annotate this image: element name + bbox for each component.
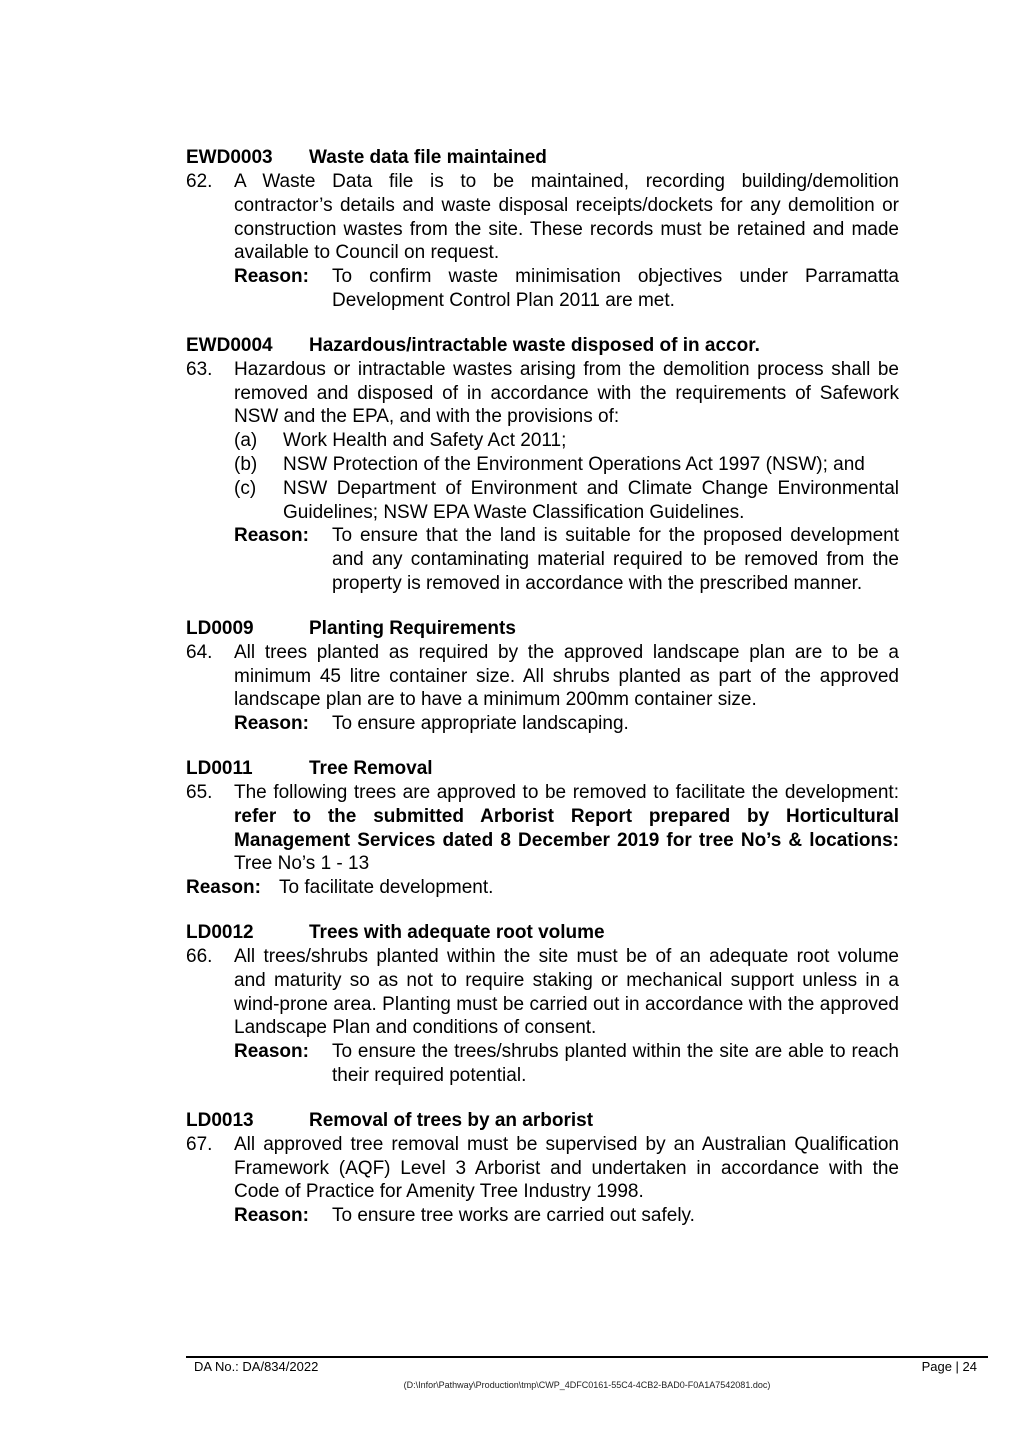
condition-text: All trees planted as required by the approved landscape plan are to be a minimum 45 litre container size. All shrubs planted as part of the approved landscape plan are to have a minimum 200mm container size. (234, 641, 899, 711)
sub-item-text: Work Health and Safety Act 2011; (283, 430, 567, 452)
condition-heading (186, 921, 899, 945)
condition-ld0012 (186, 921, 899, 1088)
reason-text: To facilitate development. (279, 877, 494, 899)
condition-title: Waste data file maintained (309, 147, 547, 168)
condition-heading (186, 757, 899, 781)
reason-text: To ensure the trees/shrubs planted within the site are able to reach their required potential. (332, 1041, 899, 1086)
condition-ld0011 (186, 757, 899, 900)
condition-code: EWD0004 (186, 334, 273, 356)
sub-item-letter: (b) (234, 453, 258, 475)
condition-text: All approved tree removal must be supervised by an Australian Qualification Framework (AQF) Level 3 Arborist and undertaken in accordance with the Code of Practice for Amenity Tree Industry 1998. (234, 1133, 899, 1203)
condition-item (186, 945, 899, 1088)
reason-text: To ensure appropriate landscaping. (332, 713, 629, 735)
reason-label: Reason: (234, 1205, 309, 1227)
sub-item-text: NSW Department of Environment and Climate Change Environmental Guidelines; NSW EPA Waste Classification Guidelines. (283, 477, 899, 523)
reason-label: Reason: (234, 713, 309, 735)
da-number: DA No.: DA/834/2022 (194, 1359, 319, 1374)
condition-title: Removal of trees by an arborist (309, 1109, 594, 1131)
condition-ewd0004 (186, 334, 899, 596)
condition-text-bold: refer to the submitted Arborist Report prepared by Horticultural Management Services dated 8 December 2019 for tree No’s & locations: (234, 805, 899, 851)
condition-item (186, 641, 899, 736)
condition-text-tail: Tree No’s 1 - 13 (234, 853, 370, 875)
page-footer (186, 1356, 988, 1391)
condition-title: Hazardous/intractable waste disposed of in accor. (309, 334, 760, 356)
condition-text-plain: The following trees are approved to be removed to facilitate the development: (234, 781, 899, 803)
condition-code: LD0009 (186, 617, 254, 639)
condition-text: All trees/shrubs planted within the site must be of an adequate root volume and maturity so as not to require staking or mechanical support unless in a wind-prone area. Planting must be carried out in accordance with the approved Landscape Plan and conditions of consent. (234, 945, 899, 1039)
sub-item (234, 477, 899, 525)
condition-text: Hazardous or intractable wastes arising from the demolition process shall be removed and disposed of in accordance with the requirements of Safework NSW and the EPA, and with the provisions of: (234, 358, 899, 428)
reason-label: Reason: (234, 1041, 309, 1063)
reason (234, 1040, 899, 1088)
condition-number: 67. (186, 1133, 213, 1155)
sub-item-text: NSW Protection of the Environment Operations Act 1997 (NSW); and (283, 453, 865, 475)
reason (234, 265, 899, 313)
condition-code: LD0012 (186, 921, 254, 943)
condition-number: 64. (186, 641, 213, 663)
sub-item (234, 429, 899, 453)
condition-number: 62. (186, 171, 213, 192)
page-number: Page | 24 (921, 1359, 977, 1374)
condition-number: 66. (186, 945, 213, 967)
condition-item (186, 1133, 899, 1228)
reason (186, 876, 899, 900)
condition-code: LD0011 (186, 757, 253, 779)
condition-item (186, 358, 899, 596)
condition-code: LD0013 (186, 1109, 254, 1131)
condition-text (234, 781, 899, 876)
condition-item (186, 170, 899, 313)
sub-item (234, 453, 899, 477)
condition-heading (186, 146, 899, 170)
condition-number: 63. (186, 358, 213, 380)
condition-item (186, 781, 899, 876)
reason-text: To ensure tree works are carried out safely. (332, 1205, 695, 1227)
reason-label: Reason: (234, 266, 309, 288)
condition-ld0009 (186, 617, 899, 736)
sub-item-letter: (a) (234, 430, 258, 452)
file-path: (D:\Infor\Pathway\Production\tmp\CWP_4DFC0161-55C4-4CB2-BAD0-F0A1A7542081.doc) (403, 1380, 771, 1390)
condition-title: Trees with adequate root volume (309, 921, 605, 943)
condition-heading (186, 617, 899, 641)
reason (234, 712, 899, 736)
condition-title: Tree Removal (309, 757, 433, 779)
condition-number: 65. (186, 781, 213, 803)
condition-code: EWD0003 (186, 147, 273, 168)
reason (234, 1204, 899, 1228)
condition-ewd0003 (186, 146, 899, 313)
condition-title: Planting Requirements (309, 617, 516, 639)
reason-label: Reason: (186, 877, 261, 899)
condition-ld0013 (186, 1109, 899, 1228)
sub-item-letter: (c) (234, 477, 257, 499)
reason-text: To confirm waste minimisation objectives under Parramatta Development Control Plan 2011 are met. (332, 266, 899, 311)
condition-heading (186, 334, 899, 358)
condition-heading (186, 1109, 899, 1133)
reason-text: To ensure that the land is suitable for the proposed development and any contaminating material required to be removed from the property is removed in accordance with the prescribed manner. (332, 525, 899, 594)
reason (234, 524, 899, 595)
document-page (186, 146, 899, 1249)
reason-label: Reason: (234, 525, 309, 547)
condition-text: A Waste Data file is to be maintained, recording building/demolition contractor’s details and waste disposal receipts/dockets for any demolition or construction wastes from the site. These records must be retained and made available to Council on request. (234, 171, 899, 264)
